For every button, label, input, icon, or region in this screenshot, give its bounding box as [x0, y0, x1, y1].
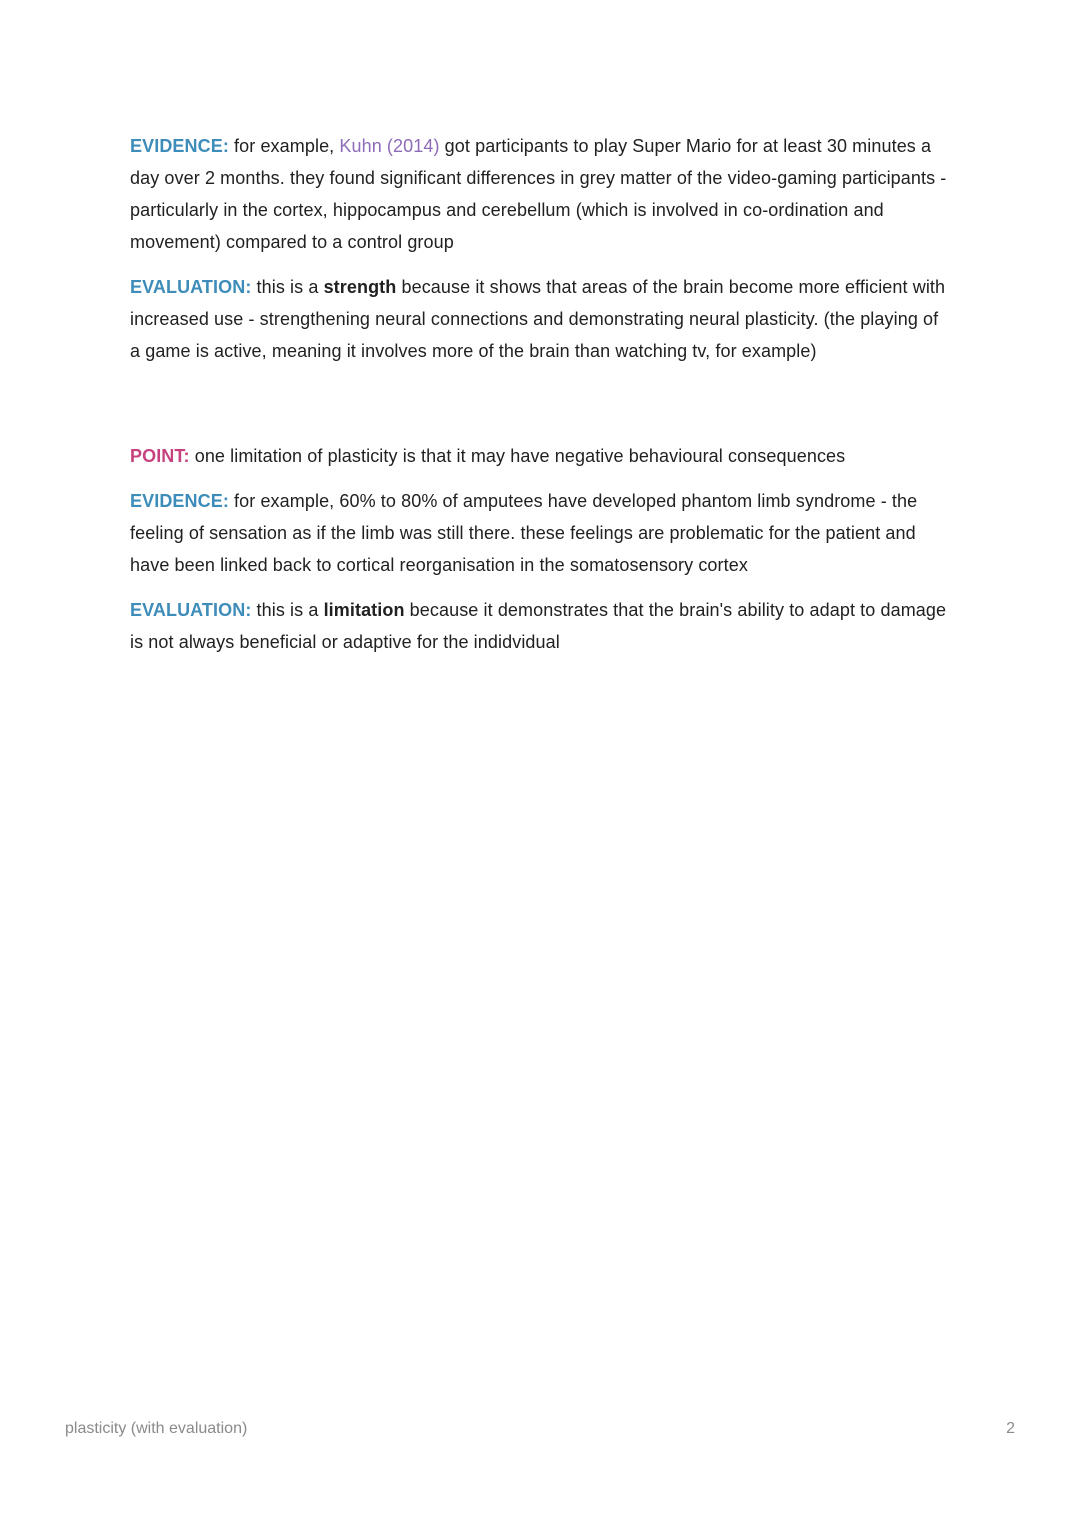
evidence-paragraph-1-text: got participants to play Super Mario for at least 30 minutes a day over 2 months. they found significant differences in grey matter of the video-gaming participants - particularly in the cortex, hippocampus and cerebellum (which is involved in co-ordination and movement) compared to a control group: [130, 136, 947, 252]
evidence-paragraph-1-text: Kuhn (2014): [339, 136, 440, 156]
evaluation-paragraph-2-text: because it demonstrates that the brain's ability to adapt to damage is not always beneficial or adaptive for the indidvidual: [130, 600, 947, 652]
evidence-paragraph-2-label: EVIDENCE:: [130, 491, 235, 511]
evaluation-paragraph-1-text: strength: [323, 277, 397, 297]
evidence-paragraph-2-text: for example, 60% to 80% of amputees have developed phantom limb syndrome - the feeling of sensation as if the limb was still there. these feelings are problematic for the patient and have been linked back to cortical reorganisation in the somatosensory cortex: [130, 491, 918, 575]
evaluation-paragraph-2-text: this is a: [256, 600, 324, 620]
document-paragraphs: [130, 130, 948, 671]
evidence-paragraph-2: [130, 485, 948, 581]
evaluation-paragraph-2: [130, 594, 948, 658]
point-paragraph-1-text: one limitation of plasticity is that it may have negative behavioural consequences: [194, 446, 846, 466]
evidence-paragraph-1-label: EVIDENCE:: [130, 136, 235, 156]
evidence-paragraph-1: [130, 130, 948, 258]
evidence-paragraph-1-text: for example,: [234, 136, 340, 156]
point-paragraph-1: [130, 440, 948, 472]
point-paragraph-1-label: POINT:: [130, 446, 195, 466]
page-number: 2: [1006, 1420, 1015, 1437]
evaluation-paragraph-1-label: EVALUATION:: [130, 277, 257, 297]
evaluation-paragraph-1: [130, 271, 948, 367]
evaluation-paragraph-2-label: EVALUATION:: [130, 600, 257, 620]
evaluation-paragraph-1-text: because it shows that areas of the brain become more efficient with increased use - strengthening neural connections and demonstrating neural plasticity. (the playing of a game is active, meaning it involves more of the brain than watching tv, for example): [130, 277, 946, 361]
document-title: plasticity (with evaluation): [65, 1420, 248, 1437]
page-footer: [65, 1420, 1015, 1438]
evaluation-paragraph-2-text: limitation: [323, 600, 405, 620]
evaluation-paragraph-1-text: this is a: [256, 277, 324, 297]
